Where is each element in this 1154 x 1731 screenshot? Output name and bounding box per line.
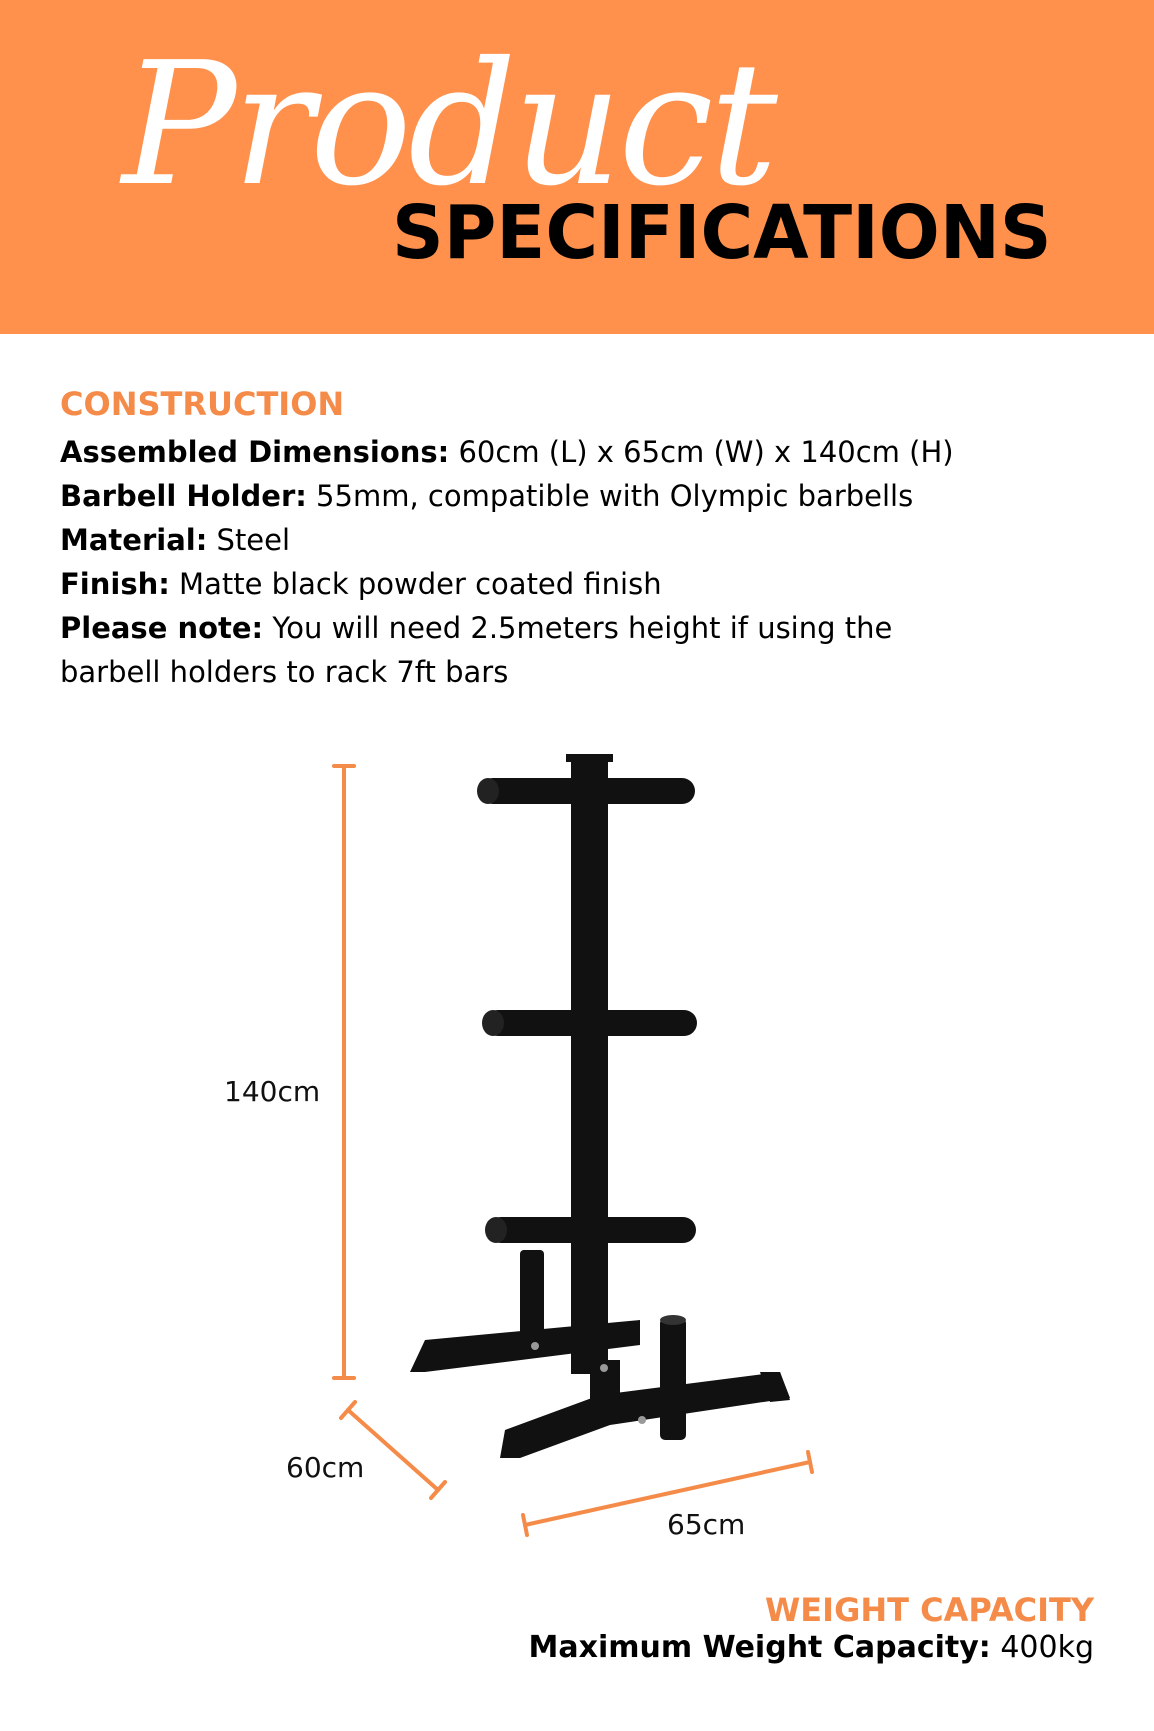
- plate-tree-image: [410, 754, 790, 1458]
- weight-capacity-label: Maximum Weight Capacity:: [528, 1630, 991, 1665]
- length-dimension-label: 60cm: [286, 1451, 365, 1484]
- script-title: Product: [122, 26, 774, 224]
- construction-heading: CONSTRUCTION: [60, 385, 345, 423]
- spec-label: Assembled Dimensions:: [60, 435, 450, 469]
- spec-value: 60cm (L) x 65cm (W) x 140cm (H): [449, 435, 954, 469]
- spec-value: 55mm, compatible with Olympic barbells: [306, 479, 914, 513]
- spec-label: Material:: [60, 523, 208, 557]
- spec-value: Steel: [207, 523, 291, 557]
- height-dimension-label: 140cm: [224, 1075, 321, 1108]
- weight-capacity-row: [529, 1630, 1094, 1665]
- spec-label: Barbell Holder:: [60, 479, 307, 513]
- spec-label: Finish:: [60, 567, 170, 601]
- spec-value: Matte black powder coated finish: [169, 567, 662, 601]
- spec-label: Please note:: [60, 611, 264, 645]
- height-dimension-line: [334, 766, 354, 1378]
- weight-capacity-heading: WEIGHT CAPACITY: [765, 1591, 1094, 1629]
- spec-value: You will need 2.5meters height if using the barbell holders to rack 7ft bars: [60, 611, 893, 689]
- weight-capacity-value: 400kg: [990, 1630, 1094, 1665]
- width-dimension-label: 65cm: [667, 1508, 746, 1541]
- page-title: SPECIFICATIONS: [392, 190, 1052, 276]
